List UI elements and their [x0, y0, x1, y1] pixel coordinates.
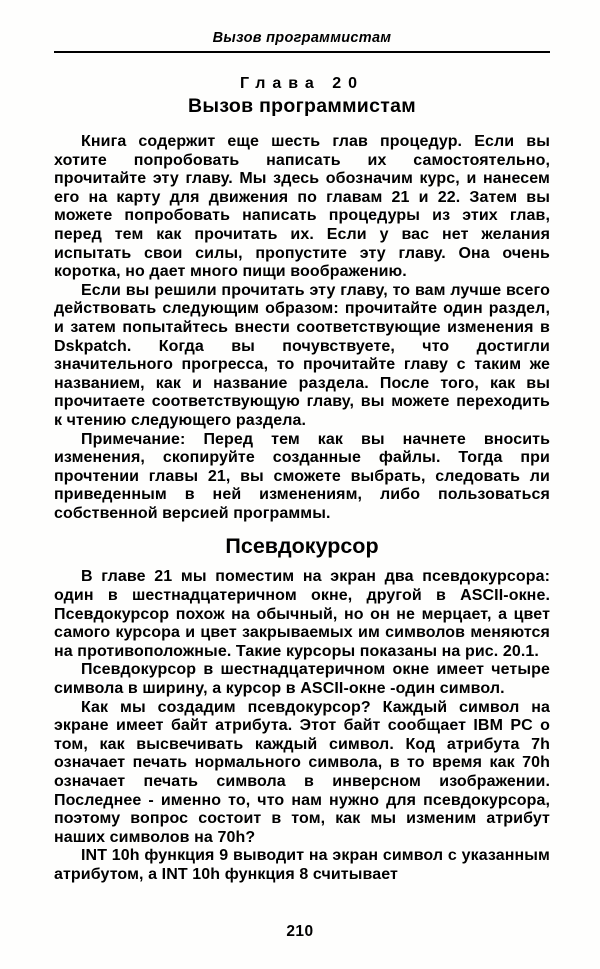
chapter-number: Глава 20	[239, 75, 365, 92]
header-rule	[54, 51, 550, 53]
chapter-title: Вызов программистам	[188, 95, 416, 117]
paragraph-section-2: Псевдокурсор в шестнадцатеричном окне имеет четыре символа в ширину, а курсор в ASCII-окне -один символ.	[54, 661, 550, 698]
paragraph-intro-2: Если вы решили прочитать эту главу, то вам лучше всего действовать следующим образом: прочитайте один раздел, и затем попытайтесь внести соответствующие изменения в Dskpatch. Когда вы почувствуете, что достигли значительного прогресса, то прочитайте главу с таким же названием, как и название раздела. После того, как вы прочитаете соответствующую главу, вы можете переходить к чтению следующего раздела.	[54, 281, 550, 429]
paragraph-section-4: INT 10h функция 9 выводит на экран символ с указанным атрибутом, а INT 10h функция 8 считывает	[54, 847, 550, 883]
paragraph-section-1: В главе 21 мы поместим на экран два псевдокурсора: один в шестнадцатеричном окне, другой в ASCII-окне. Псевдокурсор похож на обычный, но он не мерцает, а цвет самого курсора и цвет закрываемых им символов меняются на противоположные. Такие курсоры показаны на рис. 20.1.	[54, 568, 550, 660]
note-label: Примечание:	[81, 430, 186, 448]
running-header-title: Вызов программистам	[212, 30, 392, 46]
paragraph-note	[54, 431, 550, 524]
section-title: Псевдокурсор	[225, 534, 379, 559]
note-text: Перед тем как вы начнете вносить изменения, скопируйте созданные файлы. Тогда при прочтении главы 21, вы сможете выбрать, следовать ли приведенным в ней изменениям, либо пользоваться собственной версией программы.	[54, 430, 551, 522]
paragraph-intro-1: Книга содержит еще шесть глав процедур. Если вы хотите попробовать написать их самостоятельно, прочитайте эту главу. Мы здесь обозначим курс, и нанесем его на карту для движения по главам 21 и 22. Затем вы можете попробовать написать процедуры из этих глав, перед тем как прочитать их. Если у вас нет желания испытать свои силы, пропустите эту главу. Она очень коротка, но дает много пищи воображению.	[54, 133, 550, 281]
paragraph-section-3: Как мы создадим псевдокурсор? Каждый символ на экране имеет байт атрибута. Этот байт сообщает IBM PC о том, как высвечивать каждый символ. Код атрибута 7h означает печать нормального символа, в то время как 70h означает печать символа в инверсном изображении. Последнее - именно то, что нам нужно для псевдокурсора, поэтому вопрос состоит в том, как мы изменим атрибут наших символов на 70h?	[54, 698, 550, 846]
page-number: 210	[286, 923, 314, 940]
